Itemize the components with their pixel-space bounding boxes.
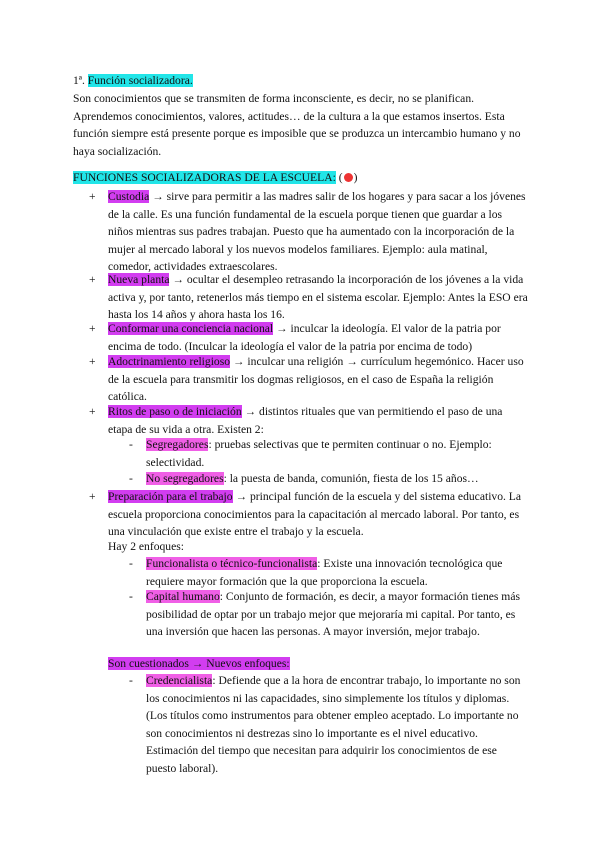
item-label: Nueva planta bbox=[108, 273, 170, 286]
bullet: + bbox=[89, 405, 96, 418]
subitem-segregadores: Segregadores: pruebas selectivas que te permiten continuar o no. Ejemplo: selectividad. bbox=[146, 438, 492, 469]
section-title: FUNCIONES SOCIALIZADORAS DE LA ESCUELA: ( ) bbox=[73, 171, 358, 184]
dash: - bbox=[129, 472, 133, 485]
bullet: + bbox=[89, 190, 96, 203]
subitem-label: Segregadores bbox=[146, 438, 209, 451]
dash: - bbox=[129, 590, 133, 603]
subitem-no-segregadores: No segregadores: la puesta de banda, comunión, fiesta de los 15 años… bbox=[146, 472, 479, 485]
bullet: + bbox=[89, 355, 96, 368]
item-label: Conformar una conciencia nacional bbox=[108, 322, 274, 335]
subitem-credencialista: Credencialista: Defiende que a la hora de encontrar trabajo, lo importante no son los conocimientos ni las capacidades, sino simplemente los títulos y diplomas. (Los títulos como instrumentos para obtener empleo aceptado. Lo importante no son conocimientos ni destrezas sino lo importante es el nivel educativo. Estimación del tiempo que necesitan para adquirir los conocimientos de ese puesto laboral). bbox=[146, 674, 521, 775]
subitem-label: Credencialista bbox=[146, 674, 213, 687]
subitem-label: Capital humano bbox=[146, 590, 220, 603]
section-title-text: FUNCIONES SOCIALIZADORAS DE LA ESCUELA: bbox=[73, 171, 336, 184]
item-label: Custodia bbox=[108, 190, 150, 203]
bullet: + bbox=[89, 322, 96, 335]
bullet: + bbox=[89, 490, 96, 503]
item-label: Ritos de paso o de iniciación bbox=[108, 405, 242, 418]
bullet: + bbox=[89, 273, 96, 286]
item-label: Preparación para el trabajo bbox=[108, 490, 233, 503]
dash: - bbox=[129, 438, 133, 451]
item-label: Adoctrinamiento religioso bbox=[108, 355, 231, 368]
dash: - bbox=[129, 674, 133, 687]
item-adoctrinamiento: Adoctrinamiento religioso → inculcar una religión → currículum hegemónico. Hacer uso de la escuela para transmitir los dogmas religiosos, en el caso de España la religión católica. bbox=[108, 355, 524, 404]
subitem-label: Funcionalista o técnico-funcionalista bbox=[146, 557, 318, 570]
subitem-label: No segregadores bbox=[146, 472, 224, 485]
item-trabajo: Preparación para el trabajo → principal función de la escuela y del sistema educativo. La escuela proporciona conocimientos para la capacitación al mercado laboral. Por tanto, es una vinculación que existe entre el trabajo y la escuela. bbox=[108, 490, 522, 539]
enfoques-line: Hay 2 enfoques: bbox=[108, 540, 184, 553]
dash: - bbox=[129, 557, 133, 570]
item-custodia: Custodia → sirve para permitir a las madres salir de los hogares y para sacar a los jóvenes de la calle. Es una función fundamental de la escuela porque tienen que guardar a los niños mientras sus padres trabajan. Puesto que ha aumentado con la incorporación de la mujer al mercado laboral y los nuevos modelos familiares. Ejemplo: aula matinal, comedor, actividades extraescolares. bbox=[108, 190, 526, 274]
item-nueva-planta: Nueva planta → ocultar el desempleo retrasando la incorporación de los jóvenes a la vida activa y, por tanto, retenerlos más tiempo en el sistema escolar. Ejemplo: Antes la ESO era hasta los 14 años y ahora hasta los 16. bbox=[108, 273, 528, 322]
heading-number: 1ª. bbox=[73, 74, 88, 87]
heading-text: Función socializadora. bbox=[87, 74, 193, 87]
intro-heading bbox=[73, 72, 528, 90]
cuestionados-line: Son cuestionados → Nuevos enfoques: bbox=[108, 657, 290, 670]
item-ritos: Ritos de paso o de iniciación → distintos rituales que van permitiendo el paso de una etapa de su vida a otra. Existen 2: bbox=[108, 405, 503, 436]
subitem-funcionalista: Funcionalista o técnico-funcionalista: Existe una innovación tecnológica que requiere mayor formación que la que proporciona la escuela. bbox=[146, 557, 503, 588]
intro-paragraph: Son conocimientos que se transmiten de forma inconsciente, es decir, no se planifican. Aprendemos conocimientos, valores, actitudes… de la cultura a la que estamos insertos. Esta función siempre está presente porque es imposible que se produzca un intercambio humano y no haya socialización. bbox=[73, 92, 521, 158]
item-conciencia-nacional: Conformar una conciencia nacional → inculcar la ideología. El valor de la patria por encima de todo. (Inculcar la ideología el valor de la patria por encima de todo) bbox=[108, 322, 501, 353]
subitem-capital-humano: Capital humano: Conjunto de formación, es decir, a mayor formación tienes más posibilidad de optar por un trabajo mejor que mejoraría mi capital. Por tanto, es una inversión que hacen las personas. A mayor inversión, mejor trabajo. bbox=[146, 590, 520, 639]
record-dot-icon bbox=[344, 173, 353, 182]
